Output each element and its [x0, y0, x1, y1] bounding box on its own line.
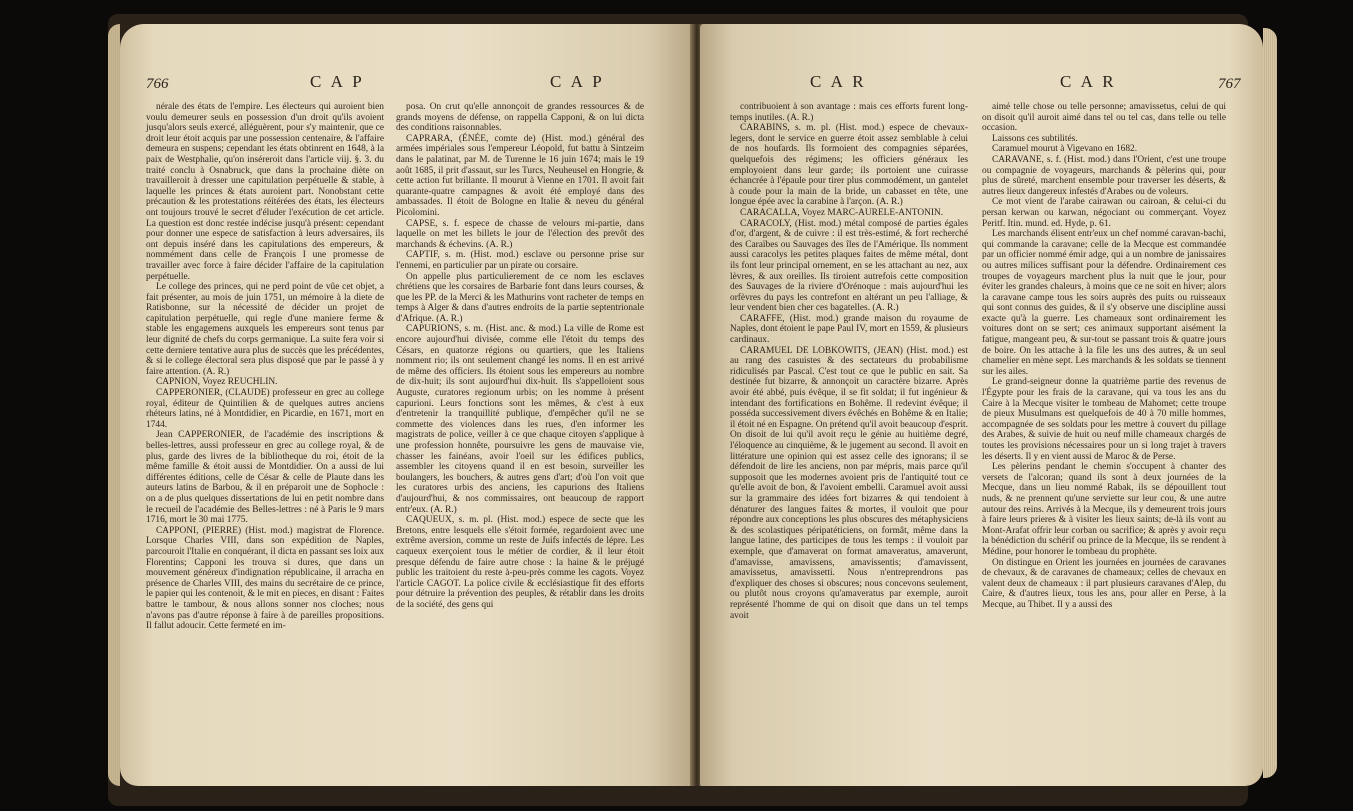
- paragraph: aimé telle chose ou telle personne; amavissetus, celui de qui on disoit qu'il auroit aimé dans tel ou tel cas, dans telle ou telle occasion.: [982, 102, 1226, 134]
- paragraph: On appelle plus particulierement de ce nom les esclaves chrétiens que les corsaires de Barbarie font dans leurs courses, & que les PP. de la Merci & les Mathurins vont racheter de temps en temps à Alger & dans d'autres endroits de la partie septentrionale d'Afrique. (A. R.): [396, 271, 644, 324]
- right-page: [700, 24, 1263, 786]
- paragraph: Ce mot vient de l'arabe cairawan ou cairoan, & celui-ci du persan kerwan ou karwan, négociant ou commerçant. Voyez Peritf. Itin. mund. ed. Hyde, p. 61.: [982, 197, 1226, 229]
- paragraph: CARAMUEL DE LOBKOWITS, (JEAN) (Hist. mod.) est au rang des casuistes & des sectateurs du probabilisme ridiculisés par Pascal. C'est tout ce que le public en sait. Sa destinée fut bizarre, & annonçoit un caractère bizarre. Après avoir été abbé, puis évêque, il se fit soldat; il fut ingénieur & intendant des fortifications en Bohême. Il redevint évêque; il posséda successivement divers évêchés en Bohême & en Italie; il étoit né en Espagne. On prétend qu'il avoit beaucoup d'esprit. On disoit de lui qu'il avoit reçu le génie au huitième degré, l'éloquence au cinquième, & le jugement au second. Il avoit en littérature une opinion qui est assez celle des ignorans; il se défendoit de lire les anciens, non par mépris, mais parce qu'il supposoit que les modernes avoient pris de l'antiquité tout ce qu'elle avoit de bon, & l'avoient embelli. Caramuel avoit aussi sur la grammaire des idées fort bizarres & qui tendoient à dénaturer des langues faites & mortes, il vouloit que pour répondre aux conceptions les plus obscures des métaphysiciens & des scolastiques péripatéticiens, on formât, même dans la langue latine, des participes de tous les temps : il vouloit par exemple, que d'amaverat on format amaveratus, amaverunt, d'amavisse, amavissens, amavissentis; d'amavissent, amavissetus, amavissetti. Nous n'entreprendrons pas d'expliquer des choses si obscures; nous concevons seulement, ou plutôt nous croyons qu'amaveratus par exemple, auroit représenté l'homme de qui on disoit que dans un tel temps avoit: [730, 345, 968, 621]
- running-head: C A P: [550, 72, 605, 91]
- page-number: 767: [1218, 76, 1241, 92]
- running-head: C A R: [810, 72, 867, 91]
- paragraph: Laissons ces subtilités.: [992, 133, 1078, 144]
- paragraph: CAPPONI, (PIERRE) (Hist. mod.) magistrat de Florence. Lorsque Charles VIII, dans son expédition de Naples, parcouroit l'Italie en conquérant, il dicta en passant ses loix aux Florentins; Capponi les trouva si dures, que dans un mouvement généreux d'indignation républicaine, il arracha en présence de Charles VIII, des mains du secrétaire de ce prince, le papier qui les contenoit, & le mit en pieces, en disant : Faites battre le tambour, & nous allons sonner nos cloches; nous n'avons pas d'autre réponse à faire à de pareilles propositions. Il fallut adoucir. Cette fermeté en im-: [146, 525, 384, 632]
- text-column: [730, 102, 968, 621]
- paragraph: CARACOLY, (Hist. mod.) métal composé de parties égales d'or, d'argent, & de cuivre : il est très-estimé, & fort recherché des Caraïbes ou Sauvages des îles de l'Amérique. Ils nomment aussi caracolys les petites plaques faites de même métal, dont ils font leur principal ornement, en se les attachant au nez, aux lèvres, & aux oreilles. Ils tiroient autrefois cette composition des Sauvages de la riviere d'Orénoque : mais aujourd'hui les orfèvres du pays les contrefont en altérant un peu l'alliage, & leur vendent bien cher ces bagatelles. (A. R.): [730, 218, 968, 314]
- running-head: C A P: [310, 72, 365, 91]
- text-column: [982, 102, 1226, 611]
- paragraph: On distingue en Orient les journées en journées de caravanes de chevaux, & de caravanes de chameaux; celles de chevaux en valent deux de chameaux : il part plusieurs caravanes d'Alep, du Caire, & d'autres lieux, tous les ans, pour aller en Perse, à la Mecque, au Thibet. Il y a aussi des: [982, 557, 1226, 610]
- paragraph: Les pèlerins pendant le chemin s'occupent à chanter des versets de l'alcoran; quand ils sont à deux journées de la Mecque, dans un lieu nommé Rabak, ils se dépouillent tout nuds, & ne prennent qu'une serviette sur leur cou, & une autre autour des reins. Arrivés à la Mecque, ils y demeurent trois jours à faire leurs prieres & à visiter les lieux saints; de-là ils vont au Mont-Arafat offrir leur corban ou sacrifice; & après y avoir reçu la bénédiction du schérif ou prince de la Mecque, ils se rendent à Médine, pour honorer le tombeau du prophète.: [982, 462, 1226, 557]
- paragraph: Le grand-seigneur donne la quatrième partie des revenus de l'Égypte pour les frais de la caravane, qui va tous les ans du Caire à la Mecque visiter le tombeau de Mahomet; cette troupe de pieux Musulmans est quelquefois de 40 à 70 mille hommes, accompagnée de ses soldats pour les mettre à couvert du pillage des Arabes, & suivie de huit ou neuf mille chameaux chargés de toutes les provisions nécessaires pour un si long trajet à travers les déserts. Il y en vient aussi de Maroc & de Perse.: [982, 377, 1226, 462]
- paragraph: CARAFFE, (Hist. mod.) grande maison du royaume de Naples, dont étoient le pape Paul IV, mort en 1559, & plusieurs cardinaux.: [730, 313, 968, 346]
- running-head: C A R: [1060, 72, 1117, 91]
- page-number: 766: [146, 76, 169, 92]
- text-column: [146, 102, 384, 632]
- paragraph: nérale des états de l'empire. Les électeurs qui auroient bien voulu demeurer seuls en possession d'un droit qu'ils avoient jusqu'alors seuls exercé, alléguèrent, pour s'y maintenir, que ce droit leur étoit acquis par une possession centenaire, & l'affaire demeura en suspens; cependant les états obtinrent en 1648, à la paix de Westphalie, qu'on inséreroit dans l'article viij. §. 3. du traité conclu à Osnabruck, que dans la prochaine diète on travailleroit à dresser une capitulation perpétuelle & stable, à laquelle les princes & états auroient part. Nonobstant cette précaution & les protestations réitérées des états, les électeurs ont toujours trouvé le secret d'éluder l'exécution de cet article. La question est donc restée indécise jusqu'à présent: cependant pour donner une espece de satisfaction à leurs adversaires, ils ont depuis inséré dans les capitulations des empereurs, & nommément dans celle de François I une promesse de travailler avec force à faire décider l'affaire de la capitulation perpétuelle.: [146, 102, 384, 282]
- paragraph: CAPURIONS, s. m. (Hist. anc. & mod.) La ville de Rome est encore aujourd'hui divisée, comme elle l'étoit du temps des Césars, en quatorze régions ou quartiers, que les Italiens nomment rio; ils ont seulement changé les noms. Il en est arrivé de même des officiers. Ils étoient sous les empereurs au nombre de dix-huit; ils sont aujourd'hui dix-huit. Ils s'appelloient sous Auguste, curatores regionum urbis; on les nomme à présent capurioni. Leurs fonctions sont les mêmes, & c'est à eux d'entretenir la tranquillité publique, d'empêcher qu'il ne se commette des violences dans les rues, d'en informer les magistrats de police, veiller à ce que chaque citoyen s'applique à une profession honnête, poursuivre les gens de mauvaise vie, chasser les fainéans, avoir l'oeil sur les édifices publics, assembler les citoyens quand il en est besoin, surveiller les boulangers, les bouchers, & autres gens d'art; d'où l'on voit que les curatores urbis des anciens, les capurions des Italiens d'aujourd'hui, & nos commissaires, ont beaucoup de rapport entr'eux. (A. R.): [396, 324, 644, 515]
- paragraph: CAPTIF, s. m. (Hist. mod.) esclave ou personne prise sur l'ennemi, en particulier par un pirate ou corsaire.: [396, 250, 644, 271]
- text-column: [396, 102, 644, 611]
- paragraph: CAPRARA, (ÉNÉE, comte de) (Hist. mod.) général des armées impériales sous l'empereur Léopold, fut battu à Sintzeim dans le palatinat, par M. de Turenne le 16 juin 1674; mais le 19 août 1685, il prit d'assaut, sur les Turcs, Neuheusel en Hongrie, & cette action fut brillante. Il mourut à Vienne en 1701. Il avoit fait quarante-quatre campagnes & avoit été employé dans des ambassades. Il étoit de Bologne en Italie & neveu du général Picolomini.: [396, 133, 644, 218]
- left-page-edges: [108, 24, 120, 786]
- left-page: [120, 24, 693, 786]
- paragraph: Le college des princes, qui ne perd point de vûe cet objet, a fait présenter, au mois de juin 1751, un mémoire à la diete de Ratisbonne, sur la nécessité de décider un projet de capitulation perpétuelle, qui regle d'une maniere ferme & stable les engagemens auxquels les empereurs sont tenus par leur dignité de chefs du corps germanique. La suite fera voir si cette derniere tentative aura plus de succès que les précédentes, & si le college électoral sera plus disposé que par le passé à y faire attention. (A. R.): [146, 282, 384, 377]
- paragraph: CARAVANE, s. f. (Hist. mod.) dans l'Orient, c'est une troupe ou compagnie de voyageurs, marchands & pèlerins qui, pour plus de sûreté, marchent ensemble pour traverser les déserts, & autres lieux dangereux infestés d'Arabes ou de voleurs.: [982, 154, 1226, 197]
- paragraph: Jean CAPPERONIER, de l'académie des inscriptions & belles-lettres, aussi professeur en grec au college royal, & de plus, garde des livres de la bibliotheque du roi, étoit de la même famille & étoit aussi de Montdidier. On a aussi de lui différentes éditions, celle de César & celle de Plaute dans les auteurs latins de Barbou, & il en préparoit une de Sophocle : on a de plus quelques dissertations de lui en petit nombre dans le recueil de l'académie des Belles-lettres : né à Paris le 9 mars 1716, mort le 30 mai 1775.: [146, 430, 384, 526]
- paragraph: CAPPERONIER, (CLAUDE) professeur en grec au college royal, éditeur de Quintilien & de quelques autres anciens rhéteurs latins, né à Montdidier, en Picardie, en 1671, mort en 1744.: [146, 388, 384, 430]
- paragraph: CARACALLA, Voyez MARC-AURELE-ANTONIN.: [740, 207, 944, 218]
- paragraph: CARABINS, s. m. pl. (Hist. mod.) espece de chevaux-legers, dont le service en guerre étoit assez semblable à celui de nos houfards. Ils formoient des compagnies séparées, quelquefois des régimens; les officiers généraux les employoient dans leur garde; ils portoient une cuirasse échancrée à l'épaule pour tirer plus commodément, un gantelet à coude pour la main de la bride, un cabasset en tête, une longue épée avec la carabine à l'arçon. (A. R.): [730, 123, 968, 208]
- paragraph: Caramuel mourut à Vigevano en 1682.: [992, 144, 1138, 155]
- paragraph: CAQUEUX, s. m. pl. (Hist. mod.) espece de secte que les Bretons, entre lesquels elle s'étoit formée, regardoient avec une extrême aversion, comme un reste de Juifs infectés de lépre. Les caqueux exerçoient tous le métier de cordier, & il leur étoit presque défendu de faire autre chose : la haine & le préjugé public les traitoient du reste à-peu-près comme les cagots. Voyez l'article CAGOT. La police civile & ecclésiastique fit des efforts pour détruire la prévention des peuples, & rétablir dans les droits de la société, des gens qui: [396, 515, 644, 610]
- paragraph: CAPNION, Voyez REUCHLIN.: [156, 377, 278, 388]
- paragraph: CAPSE, s. f. espece de chasse de velours mi-partie, dans laquelle on met les billets le jour de l'élection des prevôt des marchands & échevins. (A. R.): [396, 218, 644, 250]
- paragraph: posa. On crut qu'elle annonçoit de grandes ressources & de grands moyens de défense, on rappella Capponi, & on lui dicta des conditions raisonnables.: [396, 102, 644, 134]
- paragraph: contribuoient à son avantage : mais ces efforts furent long-temps inutiles. (A. R.): [730, 102, 968, 123]
- right-page-edges: [1263, 28, 1277, 778]
- paragraph: Les marchands élisent entr'eux un chef nommé caravan-bachi, qui commande la caravane; celle de la Mecque est commandée par un officier nommé émir adge, qui a un nombre de janissaires ou autres milices suffisant pour la défendre. Ordinairement ces troupes de voyageurs marchent plus la nuit que le jour, pour éviter les grandes chaleurs, à moins que ce ne soit en hiver; alors la caravane campe tous les soirs auprès des puits ou ruisseaux qui sont connus des guides, & il s'y observe une discipline aussi exacte qu'à la guerre. Les chameaux sont ordinairement les voitures dont on se sert; ces animaux supportant aisément la fatigue, mangeant peu, & sur-tout se passant trois & quatre jours de boire. On les attache à la file les uns des autres, & un seul chamelier en mène sept. Les marchands & les soldats se tiennent sur les ailes.: [982, 229, 1226, 377]
